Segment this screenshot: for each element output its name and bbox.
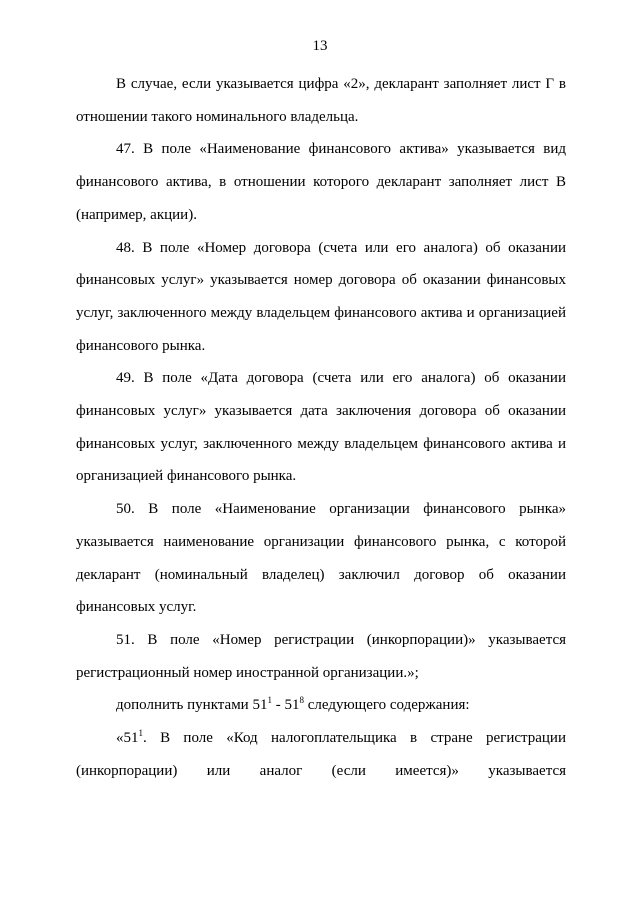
item-51-1-text: . В поле «Код налогоплательщика в стране регистрации (инкорпорации) или аналог (если имеется)» указывается [76,730,566,779]
paragraph-nominal-owner: В случае, если указывается цифра «2», декларант заполняет лист Г в отношении такого номинального владельца. [76,76,566,125]
document-body [76,68,566,787]
paragraph-47: 47. В поле «Наименование финансового актива» указывается вид финансового актива, в отношении которого декларант заполняет лист В (например, акции). [76,141,566,223]
paragraph-49: 49. В поле «Дата договора (счета или его аналога) об оказании финансовых услуг» указывается дата заключения договора об оказании финансовых услуг, заключенного между владельцем финансового актива и организацией финансового рынка. [76,370,566,485]
paragraph-supplement [76,689,566,722]
supplement-suffix: следующего содержания: [303,697,470,714]
paragraph-51-1 [76,722,566,787]
paragraph-50: 50. В поле «Наименование организации финансового рынка» указывается наименование организации финансового рынка, с которой декларант (номинальный владелец) заключил договор об оказании финансовых услуг. [76,501,566,616]
supplement-prefix: дополнить пунктами 51 [116,697,268,714]
supplement-middle: - 51 [271,697,300,714]
item-51-1-sup: 1 [138,728,143,739]
supplement-sup-start: 1 [267,695,272,706]
paragraph-51: 51. В поле «Номер регистрации (инкорпорации)» указывается регистрационный номер иностранной организации.»; [76,631,566,681]
paragraph-48: 48. В поле «Номер договора (счета или его аналога) об оказании финансовых услуг» указывается номер договора об оказании финансовых услуг, заключенного между владельцем финансового актива и организацией финансового рынка. [76,239,566,354]
item-51-1-prefix: «51 [116,730,139,747]
page-number: 13 [312,38,328,54]
supplement-sup-end: 8 [299,695,304,706]
